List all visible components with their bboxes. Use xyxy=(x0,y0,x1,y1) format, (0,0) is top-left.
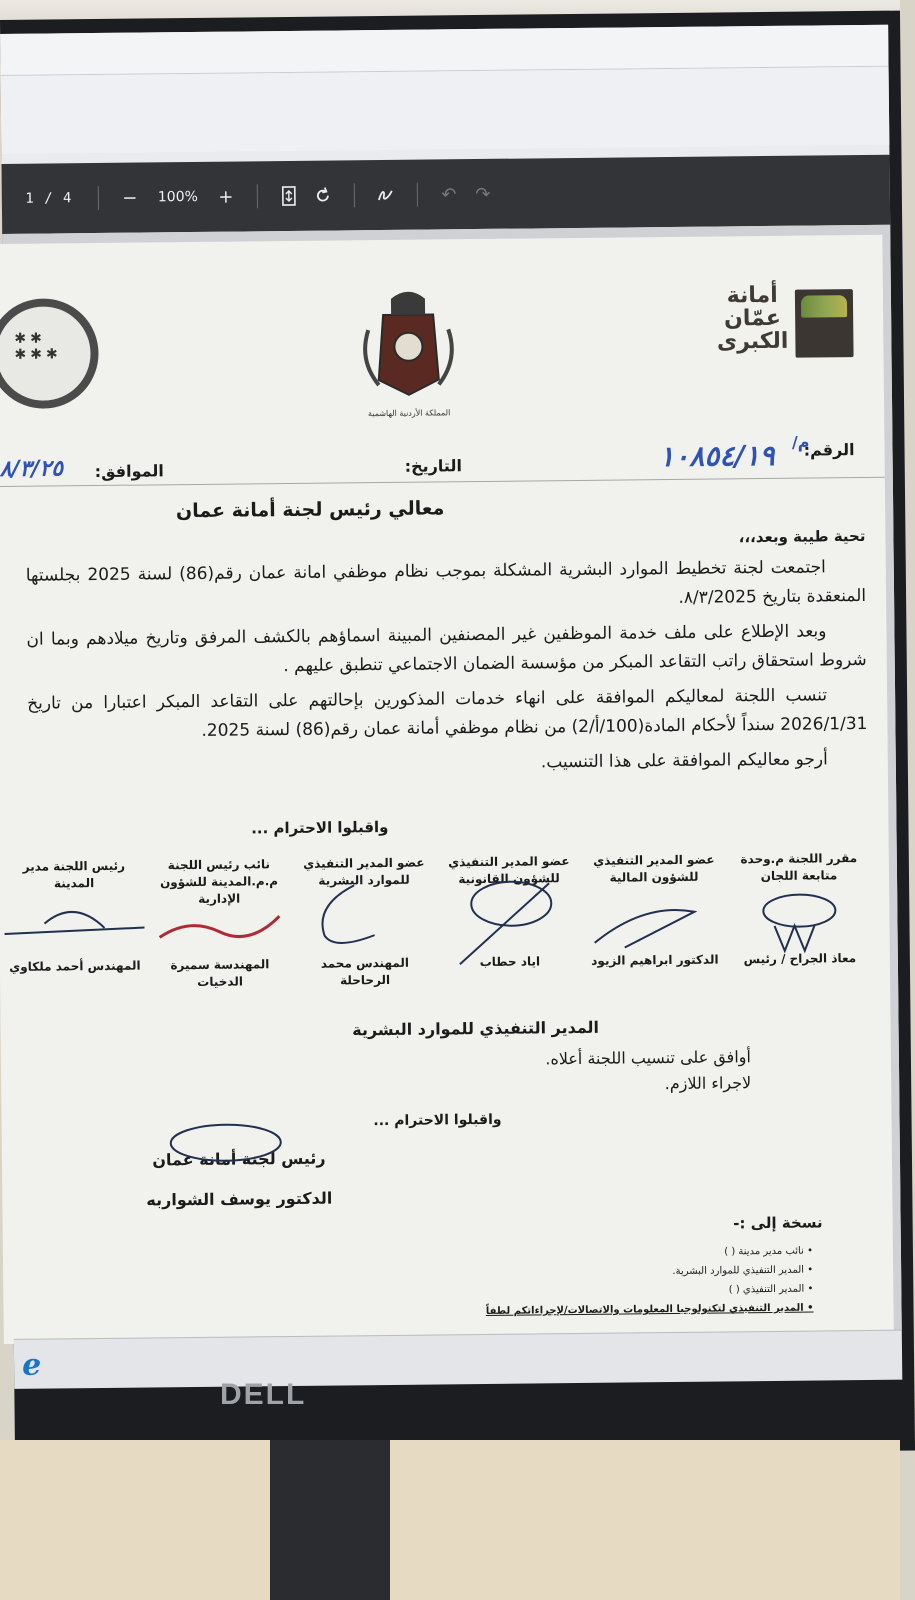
handwritten-signature xyxy=(729,870,870,951)
handwritten-signature xyxy=(4,878,145,959)
copy-recipient: • نائب مدير مدينة ( ) xyxy=(485,1242,813,1264)
royal-crest-icon xyxy=(353,284,464,425)
amana-logo-text xyxy=(716,284,788,354)
dell-logo: DELL xyxy=(220,1378,307,1411)
signatory-name: الدكتور ابراهيم الزيود xyxy=(591,952,719,968)
browser-address-area xyxy=(1,67,890,154)
closing-secondary: واقبلوا الاحترام ... xyxy=(373,1111,502,1130)
hr-line: أوافق على تنسيب اللجنة أعلاه. xyxy=(545,1047,751,1069)
body-paragraph: تنسب اللجنة لمعاليكم الموافقة على انهاء خدمات المذكورين بإحالتهم على التقاعد المبكر اعتبارا من تاريخ 2026/1/31 سنداً لأحكام المادة(100/أ/2) من نظام موظفي أمانة عمان رقم(86) لسنة 2025. xyxy=(27,685,868,741)
signatory-title: عضو المدير التنفيذي للشؤون المالية xyxy=(593,852,715,885)
signatory-title: رئيس اللجنة مدير المدينة xyxy=(22,858,126,891)
toolbar-divider xyxy=(354,183,355,207)
zoom-out-button[interactable]: − xyxy=(122,187,138,209)
copy-to-list xyxy=(485,1242,814,1321)
signatory-title: مقرر اللجنة م.وحدة متابعة اللجان xyxy=(740,851,858,884)
letter-page xyxy=(0,235,894,1344)
greeting: تحية طيبة وبعد،،، xyxy=(738,526,866,547)
screen xyxy=(0,25,902,1383)
copy-recipient: • المدير التنفيذي للموارد البشرية. xyxy=(485,1261,813,1283)
agree-value: ٨/٣/٢٥ xyxy=(0,456,64,483)
handwritten-signature xyxy=(584,871,725,952)
pdf-toolbar xyxy=(2,155,891,234)
copy-recipient: • المدير التنفيذي لتكنولوجيا المعلومات والاتصالات/لإجراءاتكم لطفاً xyxy=(486,1299,814,1321)
org-name-line2: عمّان xyxy=(723,305,781,332)
ref-number: ١٠٨٥٤/١٩ xyxy=(658,438,775,474)
hr-approval xyxy=(545,1044,751,1098)
reference-row xyxy=(0,430,885,489)
ref-label: الرقم: xyxy=(803,440,855,460)
taskbar xyxy=(14,1330,902,1389)
rotate-icon[interactable] xyxy=(306,175,340,215)
internet-explorer-icon[interactable]: e xyxy=(21,1347,42,1383)
monitor-stand xyxy=(270,1440,390,1600)
handwritten-signature xyxy=(294,875,435,956)
chair-signature xyxy=(146,1117,307,1169)
signatory-name: المهندس محمد الرحاحلة xyxy=(320,955,410,988)
document-viewport[interactable] xyxy=(2,225,902,1339)
zoom-level[interactable]: 100% xyxy=(157,188,198,206)
hr-line: لاجراء اللازم. xyxy=(664,1073,752,1094)
signatory-title: نائب رئيس اللجنة م.م.المدينة للشؤون الإدارية xyxy=(159,857,279,906)
date-label: التاريخ: xyxy=(404,456,462,476)
desk-surface xyxy=(0,1440,900,1600)
signatory-name: المهندس أحمد ملكاوي xyxy=(9,958,141,974)
undo-icon[interactable]: ↶ xyxy=(441,183,457,205)
amana-logo xyxy=(693,275,854,372)
monitor xyxy=(0,11,915,1460)
toolbar-divider xyxy=(98,186,99,210)
draw-icon[interactable] xyxy=(369,175,403,215)
signatory xyxy=(294,855,434,988)
amana-emblem-icon xyxy=(795,289,854,358)
seal-stars: ✱✱ ✱✱✱ xyxy=(14,330,62,363)
quality-seal-icon xyxy=(0,298,99,409)
chair-title: رئيس لجنة أمانة عمان xyxy=(152,1148,326,1170)
copy-recipient: • المدير التنفيذي ( ) xyxy=(486,1280,814,1302)
signatory-name: اياد حطاب xyxy=(479,954,541,970)
signatory xyxy=(729,850,869,967)
letter-body xyxy=(26,553,868,789)
signatory-name: المهندسة سميرة الدخيات xyxy=(170,957,270,989)
toolbar-divider xyxy=(257,184,258,208)
zoom-in-button[interactable]: + xyxy=(218,186,234,208)
fit-page-icon[interactable] xyxy=(272,176,306,216)
org-name-line3: الكبرى xyxy=(716,328,789,355)
chair-name: الدكتور يوسف الشواربه xyxy=(146,1188,333,1210)
signatory xyxy=(4,858,144,974)
handwritten-signature xyxy=(439,873,580,964)
signatory-name: معاذ الجراح / رئيس xyxy=(743,951,857,967)
org-name-line1: أمانة xyxy=(726,282,778,309)
body-paragraph: أرجو معاليكم الموافقة على هذا التنسيب. xyxy=(540,749,828,773)
kingdom-caption: المملكة الأردنية الهاشمية xyxy=(367,408,451,419)
agree-label: الموافق: xyxy=(94,461,164,482)
chair-block xyxy=(146,1139,333,1221)
signatory-title: عضو المدير التنفيذي للموارد البشرية xyxy=(303,855,425,888)
copy-to-label: نسخة إلى :- xyxy=(733,1213,823,1233)
body-paragraph: اجتمعت لجنة تخطيط الموارد البشرية المشكلة بموجب نظام موظفي امانة عمان رقم(86) لسنة 2025 بجلستها المنعقدة بتاريخ ٨/٣/2025. xyxy=(25,557,867,608)
closing: واقبلوا الاحترام ... xyxy=(251,817,389,838)
page-indicator[interactable]: 1 / 4 xyxy=(25,190,73,207)
body-paragraph: وبعد الإطلاع على ملف خدمة الموظفين غير المصنفين المبينة اسماؤهم بالكشف المرفق وتاريخ ميلادهم وبما ان شروط استحقاق راتب التقاعد المبكر من مؤسسة الضمان الاجتماعي تنطبق عليهم . xyxy=(26,621,867,677)
signatory-title: عضو المدير التنفيذي للشؤون القانونية xyxy=(448,854,570,887)
signatures-row xyxy=(9,850,870,999)
signatory xyxy=(584,851,724,968)
signatory xyxy=(439,853,579,970)
handwritten-signature xyxy=(149,876,290,957)
hr-heading: المدير التنفيذي للموارد البشرية xyxy=(352,1017,600,1040)
toolbar-divider xyxy=(417,183,418,207)
addressee: معالي رئيس لجنة أمانة عمان xyxy=(175,497,445,523)
signatory xyxy=(149,856,290,989)
redo-icon[interactable]: ↷ xyxy=(475,183,491,205)
ref-prefix: م/ xyxy=(791,432,810,452)
